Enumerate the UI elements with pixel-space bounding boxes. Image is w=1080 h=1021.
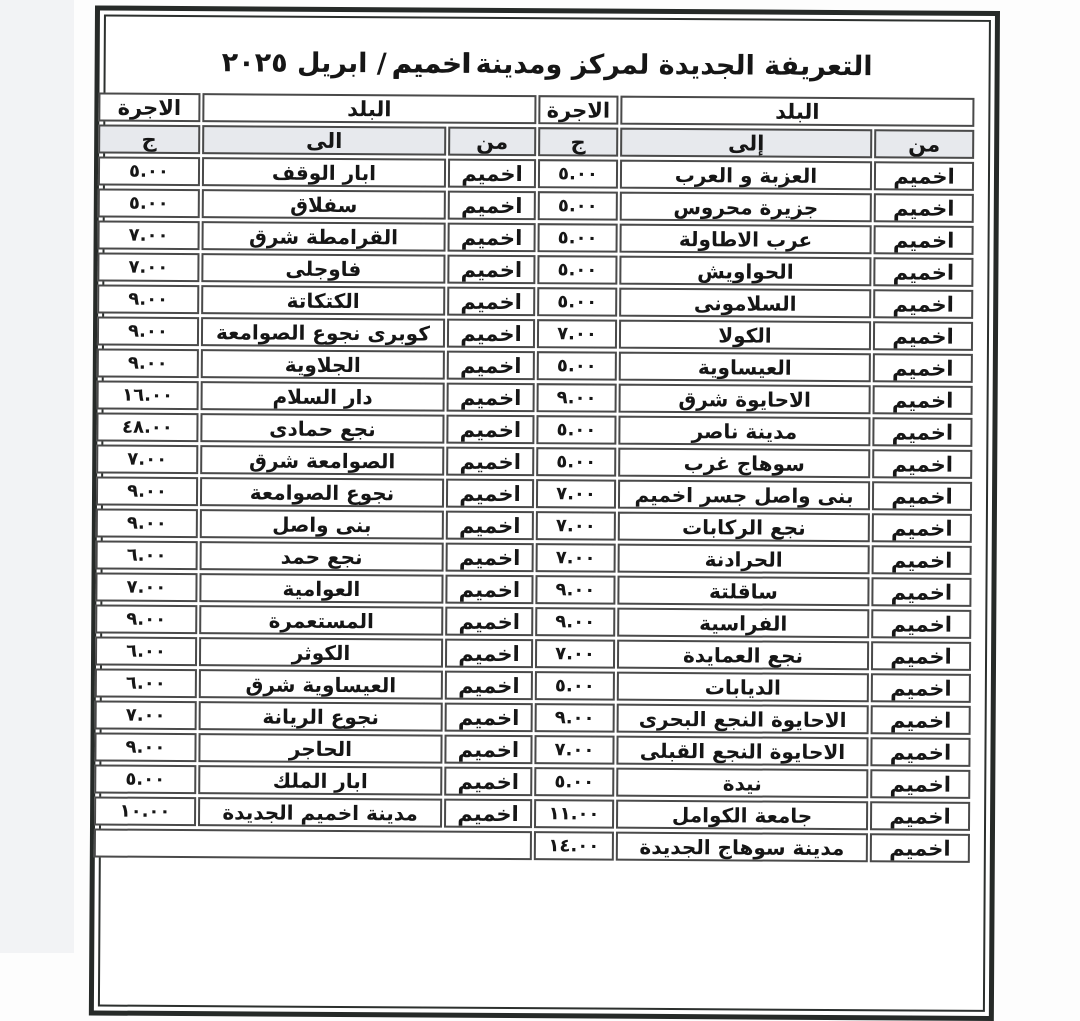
origin-cell: اخميم (444, 735, 532, 765)
table-row (95, 700, 971, 734)
page-title-city: اخميم (392, 48, 471, 79)
origin-cell: اخميم (871, 577, 971, 607)
destination-cell: الصوامعة شرق (200, 445, 444, 475)
fare-cell: ٧.٠٠ (534, 735, 614, 764)
header-fare-unit-left: ج (98, 124, 200, 154)
origin-cell: اخميم (445, 639, 533, 669)
fare-cell: ٦.٠٠ (95, 668, 197, 698)
page-title-suffix: / ابريل ٢٠٢٥ (222, 47, 387, 79)
destination-cell: الحواويش (619, 256, 871, 287)
destination-cell: العيساوية (619, 352, 871, 383)
destination-cell: كوبرى نجوع الصوامعة (201, 317, 445, 347)
destination-cell: مدينة اخميم الجديدة (198, 797, 442, 827)
destination-cell: الفراسية (617, 608, 869, 639)
fare-cell: ٩.٠٠ (97, 284, 199, 314)
destination-cell: نجوع الصوامعة (200, 477, 444, 507)
table-row (97, 220, 973, 254)
destination-cell: نجع حمادى (200, 413, 444, 443)
origin-cell: اخميم (871, 641, 971, 671)
fare-cell: ٥.٠٠ (536, 447, 616, 476)
destination-cell: الاحايوة النجع البحرى (617, 704, 869, 735)
destination-cell: سفلاق (202, 189, 446, 219)
fare-cell: ٧.٠٠ (535, 639, 615, 668)
destination-cell: الديابات (617, 672, 869, 703)
table-row (96, 412, 972, 446)
origin-cell: اخميم (871, 673, 971, 703)
destination-cell: بنى واصل (200, 509, 444, 539)
fare-cell: ١٤.٠٠ (534, 831, 614, 860)
origin-cell: اخميم (446, 479, 534, 509)
header-to-right: إلى (620, 128, 872, 159)
table-row (95, 668, 971, 702)
fare-cell: ٤٨.٠٠ (96, 412, 198, 442)
origin-cell: اخميم (447, 255, 535, 285)
fare-cell: ٥.٠٠ (534, 767, 614, 796)
header-fare-right: الاجرة (538, 95, 618, 124)
fare-cell: ٧.٠٠ (537, 319, 617, 348)
header-band-row (98, 92, 974, 126)
fare-cell: ٩.٠٠ (535, 575, 615, 604)
scan-margin-strip (0, 0, 74, 953)
fare-cell: ٥.٠٠ (536, 415, 616, 444)
origin-cell: اخميم (872, 481, 972, 511)
destination-cell: السلامونى (619, 288, 871, 319)
header-from-left: من (448, 127, 536, 157)
origin-cell: اخميم (873, 321, 973, 351)
fare-cell: ٧.٠٠ (536, 479, 616, 508)
origin-cell: اخميم (871, 609, 971, 639)
header-from-right: من (874, 129, 974, 159)
fare-cell: ١١.٠٠ (534, 799, 614, 828)
fare-cell: ٥.٠٠ (98, 188, 200, 218)
fare-cell: ١٦.٠٠ (97, 380, 199, 410)
origin-cell: اخميم (445, 671, 533, 701)
origin-cell: اخميم (872, 545, 972, 575)
fare-cell: ٥.٠٠ (94, 764, 196, 794)
destination-cell: نجع الركابات (618, 512, 870, 543)
origin-cell: اخميم (444, 767, 532, 797)
origin-cell: اخميم (448, 223, 536, 253)
fare-cell: ٩.٠٠ (535, 703, 615, 732)
origin-cell: اخميم (446, 415, 534, 445)
origin-cell: اخميم (445, 607, 533, 637)
destination-cell: القرامطة شرق (201, 221, 445, 251)
fare-cell: ٥.٠٠ (537, 351, 617, 380)
table-row (96, 508, 972, 542)
table-row (97, 316, 973, 350)
origin-cell: اخميم (872, 449, 972, 479)
fare-cell: ٥.٠٠ (538, 159, 618, 188)
empty-cell (94, 828, 532, 860)
origin-cell: اخميم (447, 351, 535, 381)
header-country-left: البلد (202, 93, 536, 124)
destination-cell: سوهاج غرب (618, 448, 870, 479)
table-row (96, 540, 972, 574)
fare-cell: ٥.٠٠ (537, 287, 617, 316)
header-fare-unit-right: ج (538, 127, 618, 156)
origin-cell: اخميم (874, 225, 974, 255)
origin-cell: اخميم (448, 191, 536, 221)
destination-cell: الاحايوة النجع القبلى (616, 736, 868, 767)
origin-cell: اخميم (873, 289, 973, 319)
destination-cell: العزبة و العرب (620, 160, 872, 191)
destination-cell: نجع حمد (200, 541, 444, 571)
fare-cell: ٧.٠٠ (536, 543, 616, 572)
fare-cell: ٦.٠٠ (95, 636, 197, 666)
fare-cell: ٩.٠٠ (537, 383, 617, 412)
page-title (118, 47, 977, 83)
destination-cell: جامعة الكوامل (616, 800, 868, 831)
origin-cell: اخميم (447, 319, 535, 349)
fare-cell: ٩.٠٠ (96, 476, 198, 506)
table-row (98, 156, 974, 190)
table-row (96, 444, 972, 478)
destination-cell: فاوجلى (201, 253, 445, 283)
destination-cell: المستعمرة (199, 605, 443, 635)
origin-cell: اخميم (445, 703, 533, 733)
fare-cell: ٩.٠٠ (97, 316, 199, 346)
fare-cell: ٧.٠٠ (96, 444, 198, 474)
origin-cell: اخميم (446, 511, 534, 541)
origin-cell: اخميم (873, 257, 973, 287)
origin-cell: اخميم (444, 799, 532, 829)
fare-cell: ٥.٠٠ (535, 671, 615, 700)
destination-cell: الحاجر (198, 733, 442, 763)
table-row (97, 380, 973, 414)
destination-cell: الاحايوة شرق (619, 384, 871, 415)
fare-cell: ٦.٠٠ (96, 540, 198, 570)
fare-cell: ٩.٠٠ (535, 607, 615, 636)
destination-cell: ساقلتة (617, 576, 869, 607)
page-frame (89, 5, 1000, 1021)
origin-cell: اخميم (874, 193, 974, 223)
destination-cell: بنى واصل جسر اخميم (618, 480, 870, 511)
destination-cell: الكوثر (199, 637, 443, 667)
fare-cell: ٥.٠٠ (538, 223, 618, 252)
origin-cell: اخميم (873, 385, 973, 415)
origin-cell: اخميم (871, 705, 971, 735)
destination-cell: الجلاوية (201, 349, 445, 379)
origin-cell: اخميم (447, 383, 535, 413)
origin-cell: اخميم (872, 417, 972, 447)
fare-cell: ٥.٠٠ (98, 156, 200, 186)
origin-cell: اخميم (873, 353, 973, 383)
table-row (98, 188, 974, 222)
destination-cell: الكتكاتة (201, 285, 445, 315)
destination-cell: ابار الوقف (202, 157, 446, 187)
origin-cell: اخميم (445, 575, 533, 605)
origin-cell: اخميم (870, 833, 970, 863)
page-frame-inner (98, 15, 991, 1012)
destination-cell: العوامية (199, 573, 443, 603)
fare-cell: ٧.٠٠ (97, 252, 199, 282)
origin-cell: اخميم (872, 513, 972, 543)
destination-cell: الحرادنة (618, 544, 870, 575)
header-fare-left: الاجرة (98, 92, 200, 122)
destination-cell: مدينة ناصر (618, 416, 870, 447)
origin-cell: اخميم (870, 801, 970, 831)
destination-cell: دار السلام (201, 381, 445, 411)
fare-cell: ٧.٠٠ (536, 511, 616, 540)
destination-cell: الكولا (619, 320, 871, 351)
table-row (95, 636, 971, 670)
page-title-prefix: التعريفة الجديدة لمركز ومدينة (476, 49, 873, 82)
destination-cell: نجع العمايدة (617, 640, 869, 671)
table-row (94, 732, 970, 766)
destination-cell: العيساوية شرق (199, 669, 443, 699)
fare-cell: ١٠.٠٠ (94, 796, 196, 826)
table-row (94, 828, 970, 862)
header-to-left: الى (202, 125, 446, 155)
origin-cell: اخميم (870, 769, 970, 799)
table-row (95, 572, 971, 606)
table-row (94, 764, 970, 798)
fare-cell: ٩.٠٠ (97, 348, 199, 378)
header-columns-row (98, 124, 974, 158)
fare-cell: ٥.٠٠ (538, 191, 618, 220)
origin-cell: اخميم (448, 159, 536, 189)
destination-cell: عرب الاطاولة (620, 224, 872, 255)
fare-cell: ٩.٠٠ (95, 604, 197, 634)
fare-table (92, 89, 977, 865)
table-row (96, 476, 972, 510)
destination-cell: نجوع الريانة (199, 701, 443, 731)
fare-cell: ٧.٠٠ (95, 572, 197, 602)
table-row (95, 604, 971, 638)
fare-cell: ٩.٠٠ (94, 732, 196, 762)
destination-cell: ابار الملك (198, 765, 442, 795)
destination-cell: مدينة سوهاج الجديدة (616, 832, 868, 863)
fare-cell: ٧.٠٠ (97, 220, 199, 250)
origin-cell: اخميم (446, 543, 534, 573)
destination-cell: نيدة (616, 768, 868, 799)
fare-cell: ٥.٠٠ (537, 255, 617, 284)
origin-cell: اخميم (447, 287, 535, 317)
table-row (94, 796, 970, 830)
fare-cell: ٧.٠٠ (95, 700, 197, 730)
fare-cell: ٩.٠٠ (96, 508, 198, 538)
table-row (97, 284, 973, 318)
origin-cell: اخميم (874, 161, 974, 191)
origin-cell: اخميم (870, 737, 970, 767)
destination-cell: جزيرة محروس (620, 192, 872, 223)
header-country-right: البلد (620, 96, 974, 127)
origin-cell: اخميم (446, 447, 534, 477)
table-row (97, 348, 973, 382)
table-row (97, 252, 973, 286)
